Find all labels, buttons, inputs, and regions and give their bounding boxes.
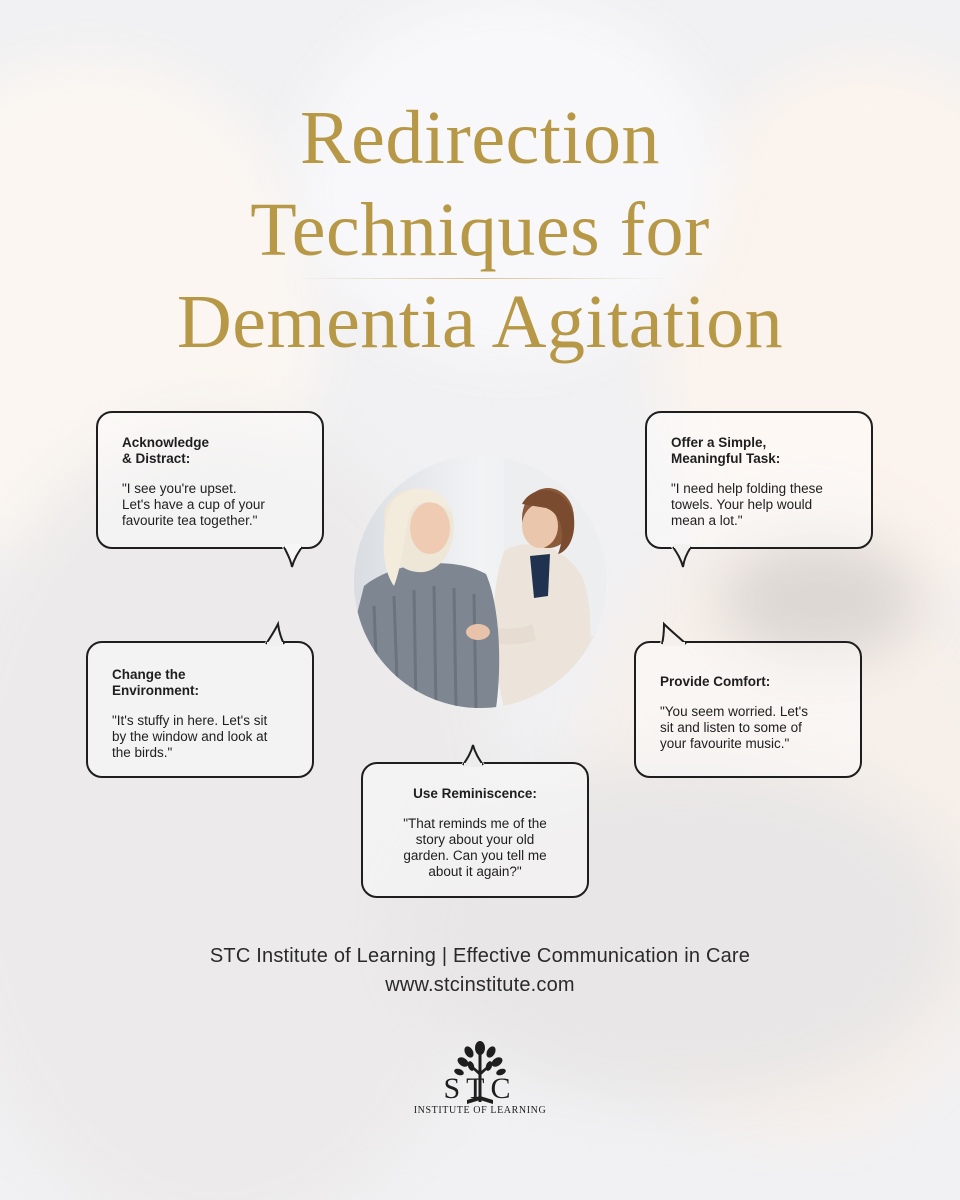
- logo-monogram: STC: [443, 1072, 517, 1105]
- bubble-heading: Use Reminiscence:: [413, 786, 537, 801]
- speech-bubble-tail: [660, 622, 690, 644]
- speech-bubble-tail: [461, 743, 485, 765]
- title-line-2: Techniques for: [250, 188, 710, 272]
- title-line-3: Dementia Agitation: [176, 280, 784, 364]
- bubble-quote: "It's stuffy in here. Let's sit by the window and look at the birds.": [112, 713, 268, 760]
- bubble-quote: "You seem worried. Let's sit and listen to some of your favourite music.": [660, 704, 808, 751]
- bubble-heading: Change the Environment:: [112, 667, 200, 698]
- bubble-quote: "I see you're upset. Let's have a cup of your favourite tea together.": [122, 481, 265, 528]
- speech-bubble-tail: [282, 547, 306, 569]
- bubble-quote: "I need help folding these towels. Your help would mean a lot.": [671, 481, 823, 528]
- speech-bubble-tail: [671, 547, 695, 569]
- caregiver-with-elderly-woman-photo: [354, 456, 606, 708]
- footer-organization-line: STC Institute of Learning | Effective Communication in Care: [209, 945, 751, 967]
- speech-bubble-change-environment: [86, 641, 314, 778]
- speech-bubble-tail: [264, 622, 288, 644]
- caregiver-photo-illustration: [354, 456, 606, 708]
- speech-bubble-provide-comfort: [634, 641, 862, 778]
- title-line-1: Redirection: [299, 96, 661, 180]
- bubble-heading: Acknowledge & Distract:: [122, 435, 210, 466]
- bubble-heading: Offer a Simple, Meaningful Task:: [671, 435, 781, 466]
- page-title: [0, 92, 960, 368]
- speech-bubble-use-reminiscence: [361, 762, 589, 898]
- logo-caption: INSTITUTE OF LEARNING: [413, 1105, 547, 1116]
- speech-bubble-acknowledge-distract: [96, 411, 324, 549]
- bubble-heading: Provide Comfort:: [660, 674, 771, 689]
- speech-bubble-meaningful-task: [645, 411, 873, 549]
- footer-website-link[interactable]: www.stcinstitute.com: [385, 974, 575, 996]
- bubble-quote: "That reminds me of the story about your old garden. Can you tell me about it again?": [403, 816, 547, 879]
- title-divider: [290, 278, 670, 279]
